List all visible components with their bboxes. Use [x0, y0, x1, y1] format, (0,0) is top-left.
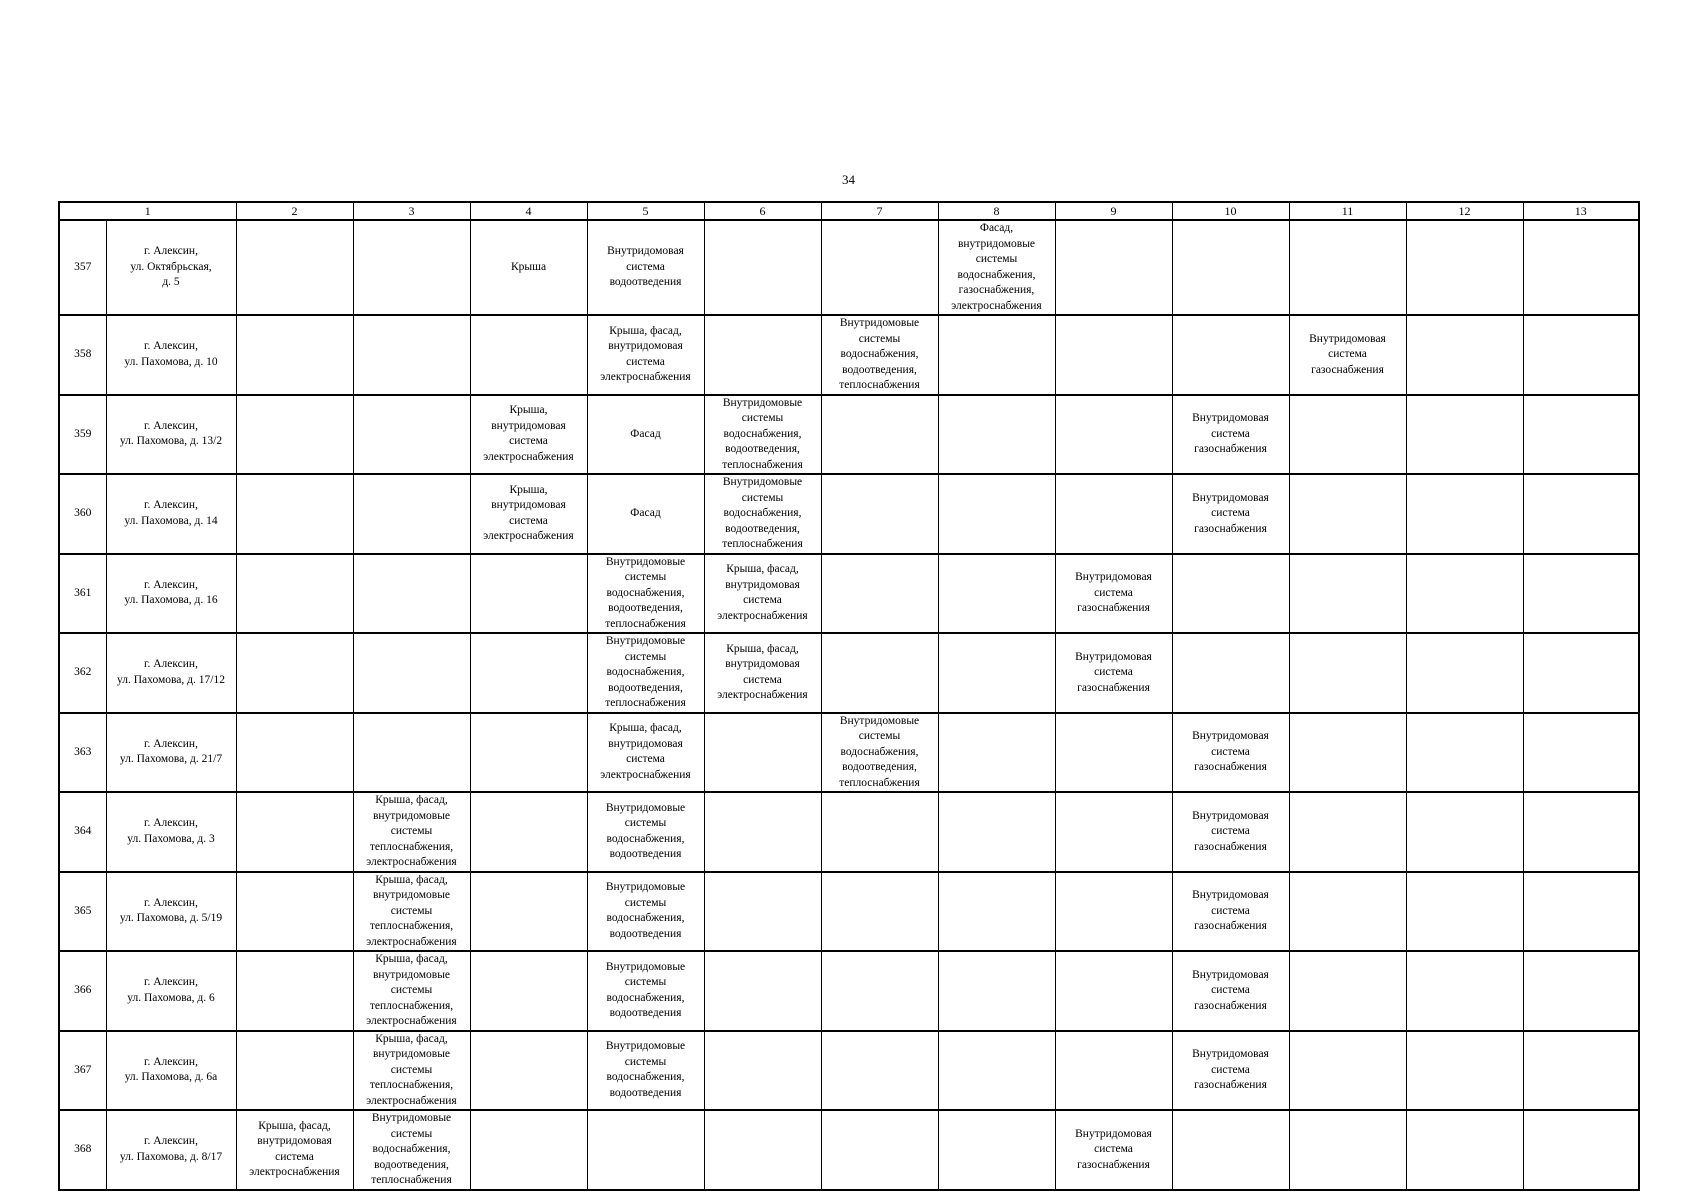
table-row — [59, 872, 1639, 952]
work-cell-col-13 — [1523, 1110, 1639, 1190]
work-cell-col-10 — [1172, 554, 1289, 634]
table-row — [59, 713, 1639, 793]
work-cell-col-3 — [353, 951, 470, 1031]
work-cell-col-2 — [236, 315, 353, 395]
work-description: Внутридомовая система газоснабжения — [1192, 412, 1269, 455]
work-description: Внутридомовая система газоснабжения — [1309, 332, 1386, 376]
table-row — [59, 951, 1639, 1031]
work-cell-col-8 — [938, 951, 1055, 1031]
work-cell-col-3 — [353, 872, 470, 952]
address-text: г. Алексин, ул. Пахомова, д. 14 — [124, 499, 218, 527]
work-cell-col-7 — [821, 554, 938, 634]
work-description: Внутридомовая система газоснабжения — [1192, 968, 1269, 1012]
work-cell-col-2 — [236, 713, 353, 793]
work-cell-col-11 — [1289, 633, 1406, 713]
work-description: Внутридомовые системы водоснабжения, водоотведения, теплоснабжения — [839, 317, 920, 391]
row-number: 358 — [59, 315, 106, 395]
work-cell-col-2 — [236, 792, 353, 872]
work-cell-col-6 — [704, 951, 821, 1031]
work-description: Крыша, фасад, внутридомовые системы теплоснабжения, электроснабжения — [366, 794, 457, 868]
work-cell-col-7 — [821, 872, 938, 952]
work-cell-col-12 — [1406, 633, 1523, 713]
column-header-12: 12 — [1406, 202, 1523, 220]
work-description: Внутридомовая система газоснабжения — [1192, 809, 1269, 853]
work-description: Крыша, внутридомовая система электроснабжения — [483, 404, 574, 463]
column-header-1: 1 — [59, 202, 236, 220]
row-number: 368 — [59, 1110, 106, 1190]
table-row — [59, 792, 1639, 872]
work-cell-col-5 — [587, 315, 704, 395]
column-header-7: 7 — [821, 202, 938, 220]
work-cell-col-12 — [1406, 554, 1523, 634]
table-row — [59, 1031, 1639, 1111]
row-number: 364 — [59, 792, 106, 872]
work-cell-col-13 — [1523, 554, 1639, 634]
work-cell-col-12 — [1406, 872, 1523, 952]
table-row — [59, 554, 1639, 634]
address-cell — [106, 554, 236, 634]
work-cell-col-2 — [236, 554, 353, 634]
work-cell-col-4 — [470, 713, 587, 793]
work-cell-col-7 — [821, 220, 938, 315]
page-number: 34 — [842, 172, 855, 187]
work-cell-col-10 — [1172, 220, 1289, 315]
table-row — [59, 1110, 1639, 1190]
work-cell-col-9 — [1055, 792, 1172, 872]
address-cell — [106, 1110, 236, 1190]
work-cell-col-5 — [587, 951, 704, 1031]
work-cell-col-8 — [938, 315, 1055, 395]
work-cell-col-10 — [1172, 1110, 1289, 1190]
work-description: Крыша, внутридомовая система электроснабжения — [483, 483, 574, 543]
address-text: г. Алексин, ул. Пахомова, д. 6 — [127, 976, 215, 1004]
work-cell-col-11 — [1289, 951, 1406, 1031]
table-row — [59, 220, 1639, 315]
work-cell-col-10 — [1172, 395, 1289, 475]
row-number: 366 — [59, 951, 106, 1031]
work-description: Крыша, фасад, внутридомовая система электроснабжения — [600, 324, 691, 384]
column-header-2: 2 — [236, 202, 353, 220]
work-cell-col-8 — [938, 1031, 1055, 1111]
address-text: г. Алексин, ул. Пахомова, д. 17/12 — [117, 658, 225, 686]
work-cell-col-9 — [1055, 1110, 1172, 1190]
work-description: Внутридомовые системы водоснабжения, водоотведения — [605, 1040, 686, 1099]
work-cell-col-13 — [1523, 220, 1639, 315]
row-number: 362 — [59, 633, 106, 713]
work-cell-col-4 — [470, 554, 587, 634]
address-cell — [106, 395, 236, 475]
column-header-11: 11 — [1289, 202, 1406, 220]
work-description: Внутридомовые системы водоснабжения, водоотведения, теплоснабжения — [371, 1112, 452, 1186]
work-description: Крыша, фасад, внутридомовая система электроснабжения — [717, 563, 808, 622]
work-cell-col-13 — [1523, 315, 1639, 395]
work-cell-col-3 — [353, 633, 470, 713]
work-cell-col-9 — [1055, 713, 1172, 793]
work-cell-col-7 — [821, 395, 938, 475]
work-cell-col-9 — [1055, 315, 1172, 395]
work-cell-col-10 — [1172, 951, 1289, 1031]
table-row — [59, 474, 1639, 554]
work-description: Внутридомовые системы водоснабжения, водоотведения — [605, 960, 686, 1020]
work-cell-col-13 — [1523, 872, 1639, 952]
work-cell-col-12 — [1406, 1110, 1523, 1190]
work-description: Фасад — [630, 507, 661, 519]
work-description: Внутридомовые системы водоснабжения, водоотведения — [605, 881, 686, 940]
work-cell-col-5 — [587, 554, 704, 634]
work-cell-col-6 — [704, 1110, 821, 1190]
work-cell-col-2 — [236, 633, 353, 713]
work-cell-col-8 — [938, 872, 1055, 952]
work-cell-col-7 — [821, 1110, 938, 1190]
work-cell-col-8 — [938, 395, 1055, 475]
work-cell-col-7 — [821, 1031, 938, 1111]
work-cell-col-11 — [1289, 315, 1406, 395]
work-cell-col-5 — [587, 872, 704, 952]
work-cell-col-2 — [236, 220, 353, 315]
work-cell-col-3 — [353, 554, 470, 634]
work-cell-col-5 — [587, 1031, 704, 1111]
work-cell-col-5 — [587, 633, 704, 713]
row-number: 363 — [59, 713, 106, 793]
row-number: 361 — [59, 554, 106, 634]
address-cell — [106, 792, 236, 872]
work-cell-col-4 — [470, 951, 587, 1031]
work-cell-col-11 — [1289, 713, 1406, 793]
work-description: Крыша, фасад, внутридомовая система электроснабжения — [600, 722, 691, 781]
work-cell-col-9 — [1055, 1031, 1172, 1111]
work-cell-col-11 — [1289, 872, 1406, 952]
work-description: Крыша, фасад, внутридомовые системы теплоснабжения, электроснабжения — [366, 1032, 457, 1107]
work-cell-col-4 — [470, 474, 587, 554]
work-description: Внутридомовая система газоснабжения — [1075, 571, 1152, 614]
work-cell-col-13 — [1523, 1031, 1639, 1111]
work-cell-col-8 — [938, 713, 1055, 793]
address-text: г. Алексин, ул. Пахомова, д. 21/7 — [119, 737, 223, 766]
work-cell-col-3 — [353, 1031, 470, 1111]
work-cell-col-8 — [938, 1110, 1055, 1190]
work-description: Внутридомовые системы водоснабжения, водоотведения, теплоснабжения — [839, 714, 920, 789]
work-cell-col-4 — [470, 315, 587, 395]
work-description: Крыша, фасад, внутридомовые системы теплоснабжения, электроснабжения — [366, 873, 457, 948]
work-cell-col-12 — [1406, 474, 1523, 554]
address-cell — [106, 713, 236, 793]
work-cell-col-8 — [938, 633, 1055, 713]
work-description: Внутридомовая система газоснабжения — [1192, 889, 1269, 932]
address-cell — [106, 474, 236, 554]
work-cell-col-13 — [1523, 792, 1639, 872]
work-cell-col-10 — [1172, 474, 1289, 554]
column-header-10: 10 — [1172, 202, 1289, 220]
work-cell-col-7 — [821, 792, 938, 872]
address-cell — [106, 872, 236, 952]
work-cell-col-7 — [821, 951, 938, 1031]
work-description: Внутридомовые системы водоснабжения, водоотведения, теплоснабжения — [722, 396, 803, 471]
work-description: Внутридомовая система газоснабжения — [1192, 1048, 1269, 1091]
column-header-4: 4 — [470, 202, 587, 220]
column-header-3: 3 — [353, 202, 470, 220]
work-description: Внутридомовые системы водоснабжения, водоотведения, теплоснабжения — [605, 555, 686, 630]
work-cell-col-8 — [938, 792, 1055, 872]
work-description: Крыша — [510, 260, 547, 273]
address-cell — [106, 1031, 236, 1111]
work-cell-col-11 — [1289, 1110, 1406, 1190]
work-description: Внутридомовая система газоснабжения — [1192, 491, 1269, 535]
work-cell-col-3 — [353, 713, 470, 793]
work-cell-col-5 — [587, 474, 704, 554]
work-cell-col-6 — [704, 872, 821, 952]
work-cell-col-2 — [236, 872, 353, 952]
work-cell-col-12 — [1406, 792, 1523, 872]
table-body — [59, 220, 1639, 1190]
work-cell-col-12 — [1406, 220, 1523, 315]
work-cell-col-11 — [1289, 220, 1406, 315]
work-cell-col-6 — [704, 792, 821, 872]
address-text: г. Алексин, ул. Пахомова, д. 10 — [124, 340, 218, 368]
address-text: г. Алексин, ул. Пахомова, д. 13/2 — [119, 419, 223, 448]
work-cell-col-5 — [587, 1110, 704, 1190]
work-description: Внутридомовая система газоснабжения — [1075, 650, 1152, 694]
work-cell-col-2 — [236, 1110, 353, 1190]
work-cell-col-5 — [587, 713, 704, 793]
work-cell-col-11 — [1289, 1031, 1406, 1111]
work-cell-col-7 — [821, 713, 938, 793]
work-cell-col-3 — [353, 220, 470, 315]
table-row — [59, 315, 1639, 395]
work-cell-col-11 — [1289, 792, 1406, 872]
address-cell — [106, 951, 236, 1031]
work-cell-col-6 — [704, 1031, 821, 1111]
work-cell-col-2 — [236, 951, 353, 1031]
work-cell-col-9 — [1055, 633, 1172, 713]
work-cell-col-11 — [1289, 474, 1406, 554]
work-cell-col-11 — [1289, 554, 1406, 634]
work-cell-col-6 — [704, 554, 821, 634]
work-cell-col-8 — [938, 220, 1055, 315]
work-cell-col-6 — [704, 220, 821, 315]
work-cell-col-9 — [1055, 554, 1172, 634]
column-header-13: 13 — [1523, 202, 1639, 220]
work-cell-col-4 — [470, 792, 587, 872]
work-cell-col-6 — [704, 315, 821, 395]
address-cell — [106, 220, 236, 315]
work-cell-col-13 — [1523, 713, 1639, 793]
work-description: Внутридомовые системы водоснабжения, водоотведения, теплоснабжения — [722, 476, 803, 550]
work-cell-col-10 — [1172, 792, 1289, 872]
work-cell-col-9 — [1055, 872, 1172, 952]
work-cell-col-10 — [1172, 713, 1289, 793]
work-cell-col-9 — [1055, 951, 1172, 1031]
work-description: Внутридомовые системы водоснабжения, водоотведения, теплоснабжения — [605, 635, 686, 709]
work-cell-col-9 — [1055, 395, 1172, 475]
work-cell-col-9 — [1055, 474, 1172, 554]
work-cell-col-3 — [353, 792, 470, 872]
work-cell-col-7 — [821, 633, 938, 713]
row-number: 359 — [59, 395, 106, 475]
column-header-5: 5 — [587, 202, 704, 220]
work-cell-col-10 — [1172, 633, 1289, 713]
work-cell-col-5 — [587, 395, 704, 475]
work-cell-col-3 — [353, 1110, 470, 1190]
work-cell-col-2 — [236, 395, 353, 475]
work-cell-col-6 — [704, 474, 821, 554]
work-description: Внутридомовая система водоотведения — [607, 245, 684, 289]
work-cell-col-12 — [1406, 315, 1523, 395]
work-cell-col-7 — [821, 315, 938, 395]
repair-schedule-table — [58, 201, 1640, 1191]
work-cell-col-13 — [1523, 395, 1639, 475]
work-cell-col-7 — [821, 474, 938, 554]
work-cell-col-13 — [1523, 633, 1639, 713]
work-cell-col-6 — [704, 395, 821, 475]
work-cell-col-8 — [938, 554, 1055, 634]
work-cell-col-4 — [470, 872, 587, 952]
work-cell-col-5 — [587, 220, 704, 315]
work-cell-col-3 — [353, 474, 470, 554]
address-text: г. Алексин, ул. Пахомова, д. 3 — [127, 817, 215, 845]
work-cell-col-10 — [1172, 1031, 1289, 1111]
work-cell-col-3 — [353, 395, 470, 475]
work-description: Внутридомовая система газоснабжения — [1192, 730, 1269, 773]
work-cell-col-4 — [470, 395, 587, 475]
column-header-8: 8 — [938, 202, 1055, 220]
work-cell-col-8 — [938, 474, 1055, 554]
work-cell-col-13 — [1523, 951, 1639, 1031]
work-description: Крыша, фасад, внутридомовая система электроснабжения — [717, 642, 808, 702]
work-cell-col-4 — [470, 220, 587, 315]
work-description: Фасад, внутридомовые системы водоснабжения, газоснабжения, электроснабжения — [951, 222, 1042, 312]
work-cell-col-12 — [1406, 395, 1523, 475]
row-number: 365 — [59, 872, 106, 952]
work-cell-col-9 — [1055, 220, 1172, 315]
work-cell-col-3 — [353, 315, 470, 395]
work-cell-col-4 — [470, 633, 587, 713]
row-number: 360 — [59, 474, 106, 554]
work-cell-col-12 — [1406, 1031, 1523, 1111]
address-cell — [106, 633, 236, 713]
work-description: Внутридомовые системы водоснабжения, водоотведения — [605, 801, 686, 861]
work-cell-col-6 — [704, 633, 821, 713]
work-cell-col-4 — [470, 1031, 587, 1111]
column-header-9: 9 — [1055, 202, 1172, 220]
work-cell-col-12 — [1406, 713, 1523, 793]
address-text: г. Алексин, ул. Октябрьская, д. 5 — [130, 245, 212, 289]
address-text: г. Алексин, ул. Пахомова, д. 6а — [124, 1055, 218, 1084]
table-row — [59, 633, 1639, 713]
work-description: Внутридомовая система газоснабжения — [1075, 1127, 1152, 1171]
work-description: Крыша, фасад, внутридомовые системы теплоснабжения, электроснабжения — [366, 953, 457, 1027]
work-description: Крыша, фасад, внутридомовая система электроснабжения — [249, 1119, 340, 1179]
work-cell-col-10 — [1172, 872, 1289, 952]
column-header-6: 6 — [704, 202, 821, 220]
row-number: 357 — [59, 220, 106, 315]
work-cell-col-13 — [1523, 474, 1639, 554]
work-description: Фасад — [630, 427, 661, 440]
work-cell-col-6 — [704, 713, 821, 793]
work-cell-col-2 — [236, 1031, 353, 1111]
work-cell-col-11 — [1289, 395, 1406, 475]
table-row — [59, 395, 1639, 475]
work-cell-col-4 — [470, 1110, 587, 1190]
work-cell-col-10 — [1172, 315, 1289, 395]
address-text: г. Алексин, ул. Пахомова, д. 8/17 — [119, 1135, 223, 1163]
work-cell-col-2 — [236, 474, 353, 554]
address-text: г. Алексин, ул. Пахомова, д. 16 — [124, 578, 218, 607]
column-number-header — [59, 202, 1639, 220]
row-number: 367 — [59, 1031, 106, 1111]
address-cell — [106, 315, 236, 395]
work-cell-col-5 — [587, 792, 704, 872]
address-text: г. Алексин, ул. Пахомова, д. 5/19 — [119, 896, 223, 925]
work-cell-col-12 — [1406, 951, 1523, 1031]
